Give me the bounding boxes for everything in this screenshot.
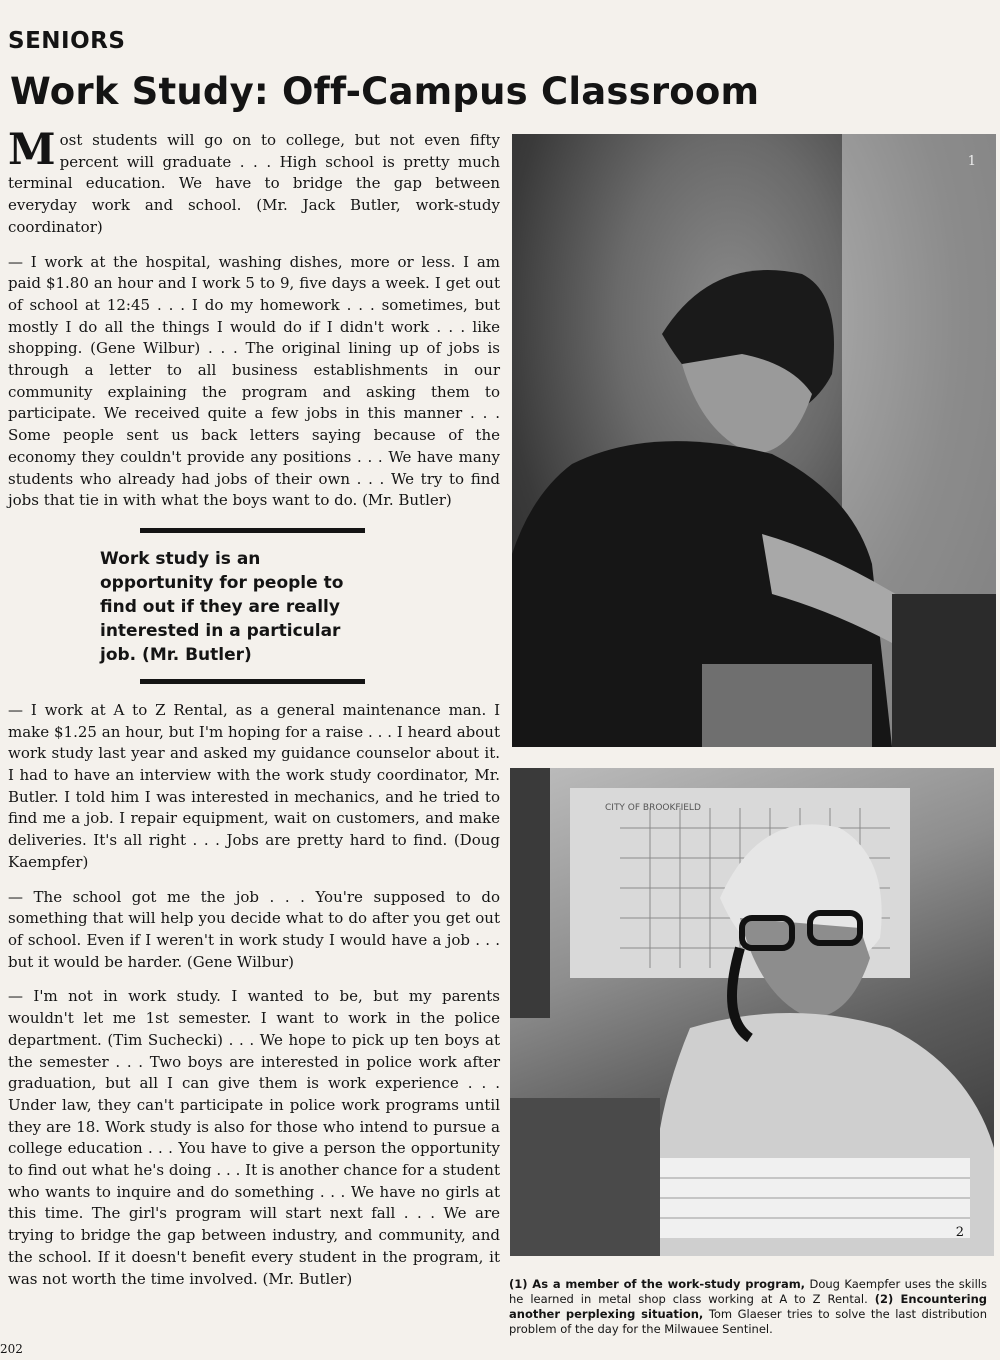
caption-1-text: Doug Kaempfer uses the skills he learned in metal shop class working at A to Z Rental.: [509, 1277, 987, 1306]
wall-map-sign: CITY OF BROOKFIELD: [605, 803, 701, 813]
photo-metal-shop-worker: [512, 134, 996, 747]
photo-2-illustration: [510, 768, 994, 1256]
photo-caption: [509, 1277, 987, 1337]
caption-2-lead: (2) Encountering another perplexing situation,: [509, 1292, 987, 1321]
pull-quote: [100, 528, 365, 684]
article-headline: Work Study: Off-Campus Classroom: [10, 70, 760, 113]
body-paragraph-3: — I work at A to Z Rental, as a general maintenance man. I make $1.25 an hour, but I'm hoping for a raise . . . I heard about work study last year and asked my guidance counselor about it. I had to have an interview with the work study coordinator, Mr. Butler. I told him I was interested in mechanics, and he tried to find me a job. I repair equipment, wait on customers, and make deliveries. It's all right . . . Jobs are pretty hard to find. (Doug Kaempfer): [8, 700, 500, 871]
page-number: 202: [0, 1342, 23, 1356]
body-paragraph-5: — I'm not in work study. I wanted to be, but my parents wouldn't let me 1st semester. I want to work in the police department. (Tim Suchecki) . . . We hope to pick up ten boys at the semester . . . Two boys are interested in police work after graduation, but all I can give them is work experience . . . Under law, they can't participate in police work programs until they are 18. Work study is also for those who intend to pursue a college education . . . You have to give a person the opportunity to find out what he's doing . . . It is another chance for a student who wants to inquire and do something . . . We have no girls at this time. The girl's program will start next fall . . . We are trying to bridge the gap between industry, and community, and the school. If it doesn't benefit every student in the program, it was not worth the time involved. (Mr. Butler): [8, 987, 500, 1288]
drop-cap: M: [8, 125, 56, 175]
pull-quote-text: Work study is an opportunity for people to find out if they are really interested in a particular job. (Mr. Butler): [100, 548, 344, 665]
body-paragraph-1-text: ost students will go on to college, but not even fifty percent will graduate . . . High school is pretty much terminal education. We have to bridge the gap between everyday work and school. (Mr. Jack Butler, work-study coordinator): [8, 131, 500, 236]
body-paragraph-2: — I work at the hospital, washing dishes, more or less. I am paid $1.80 an hour and I work 5 to 9, five days a week. I get out of school at 12:45 . . . I do my homework . . . sometimes, but mostly I do all the things I would do if I didn't work . . . like shopping. (Gene Wilbur) . . . The original lining up of jobs is through a letter to all business establishments in our community explaining the program and asking them to participate. We received quite a few jobs in this manner . . . Some people sent us back letters saying because of the economy they couldn't provide any positions . . . We have many students who already had jobs of their own . . . We try to find jobs that tie in with what the boys want to do. (Mr. Butler): [8, 252, 500, 510]
caption-1-lead: (1) As a member of the work-study program,: [509, 1277, 806, 1291]
photo-1-number: 1: [967, 154, 976, 169]
photo-2-number: 2: [955, 1225, 964, 1240]
photo-newspaper-office: [510, 768, 994, 1256]
body-paragraph-4: — The school got me the job . . . You're supposed to do something that will help you decide what to do after you get out of school. Even if I weren't in work study I would have a job . . . but it would be harder. (Gene Wilbur): [8, 887, 500, 971]
caption-2-text: Tom Glaeser tries to solve the last distribution problem of the day for the Milwauee Sentinel.: [509, 1307, 988, 1336]
pull-quote-rule-top: [140, 528, 365, 533]
photo-1-illustration: [512, 134, 996, 747]
section-label: SENIORS: [8, 28, 126, 54]
pull-quote-rule-bottom: [140, 679, 365, 684]
article-body: [8, 125, 500, 1303]
body-paragraph-1: [8, 125, 500, 239]
